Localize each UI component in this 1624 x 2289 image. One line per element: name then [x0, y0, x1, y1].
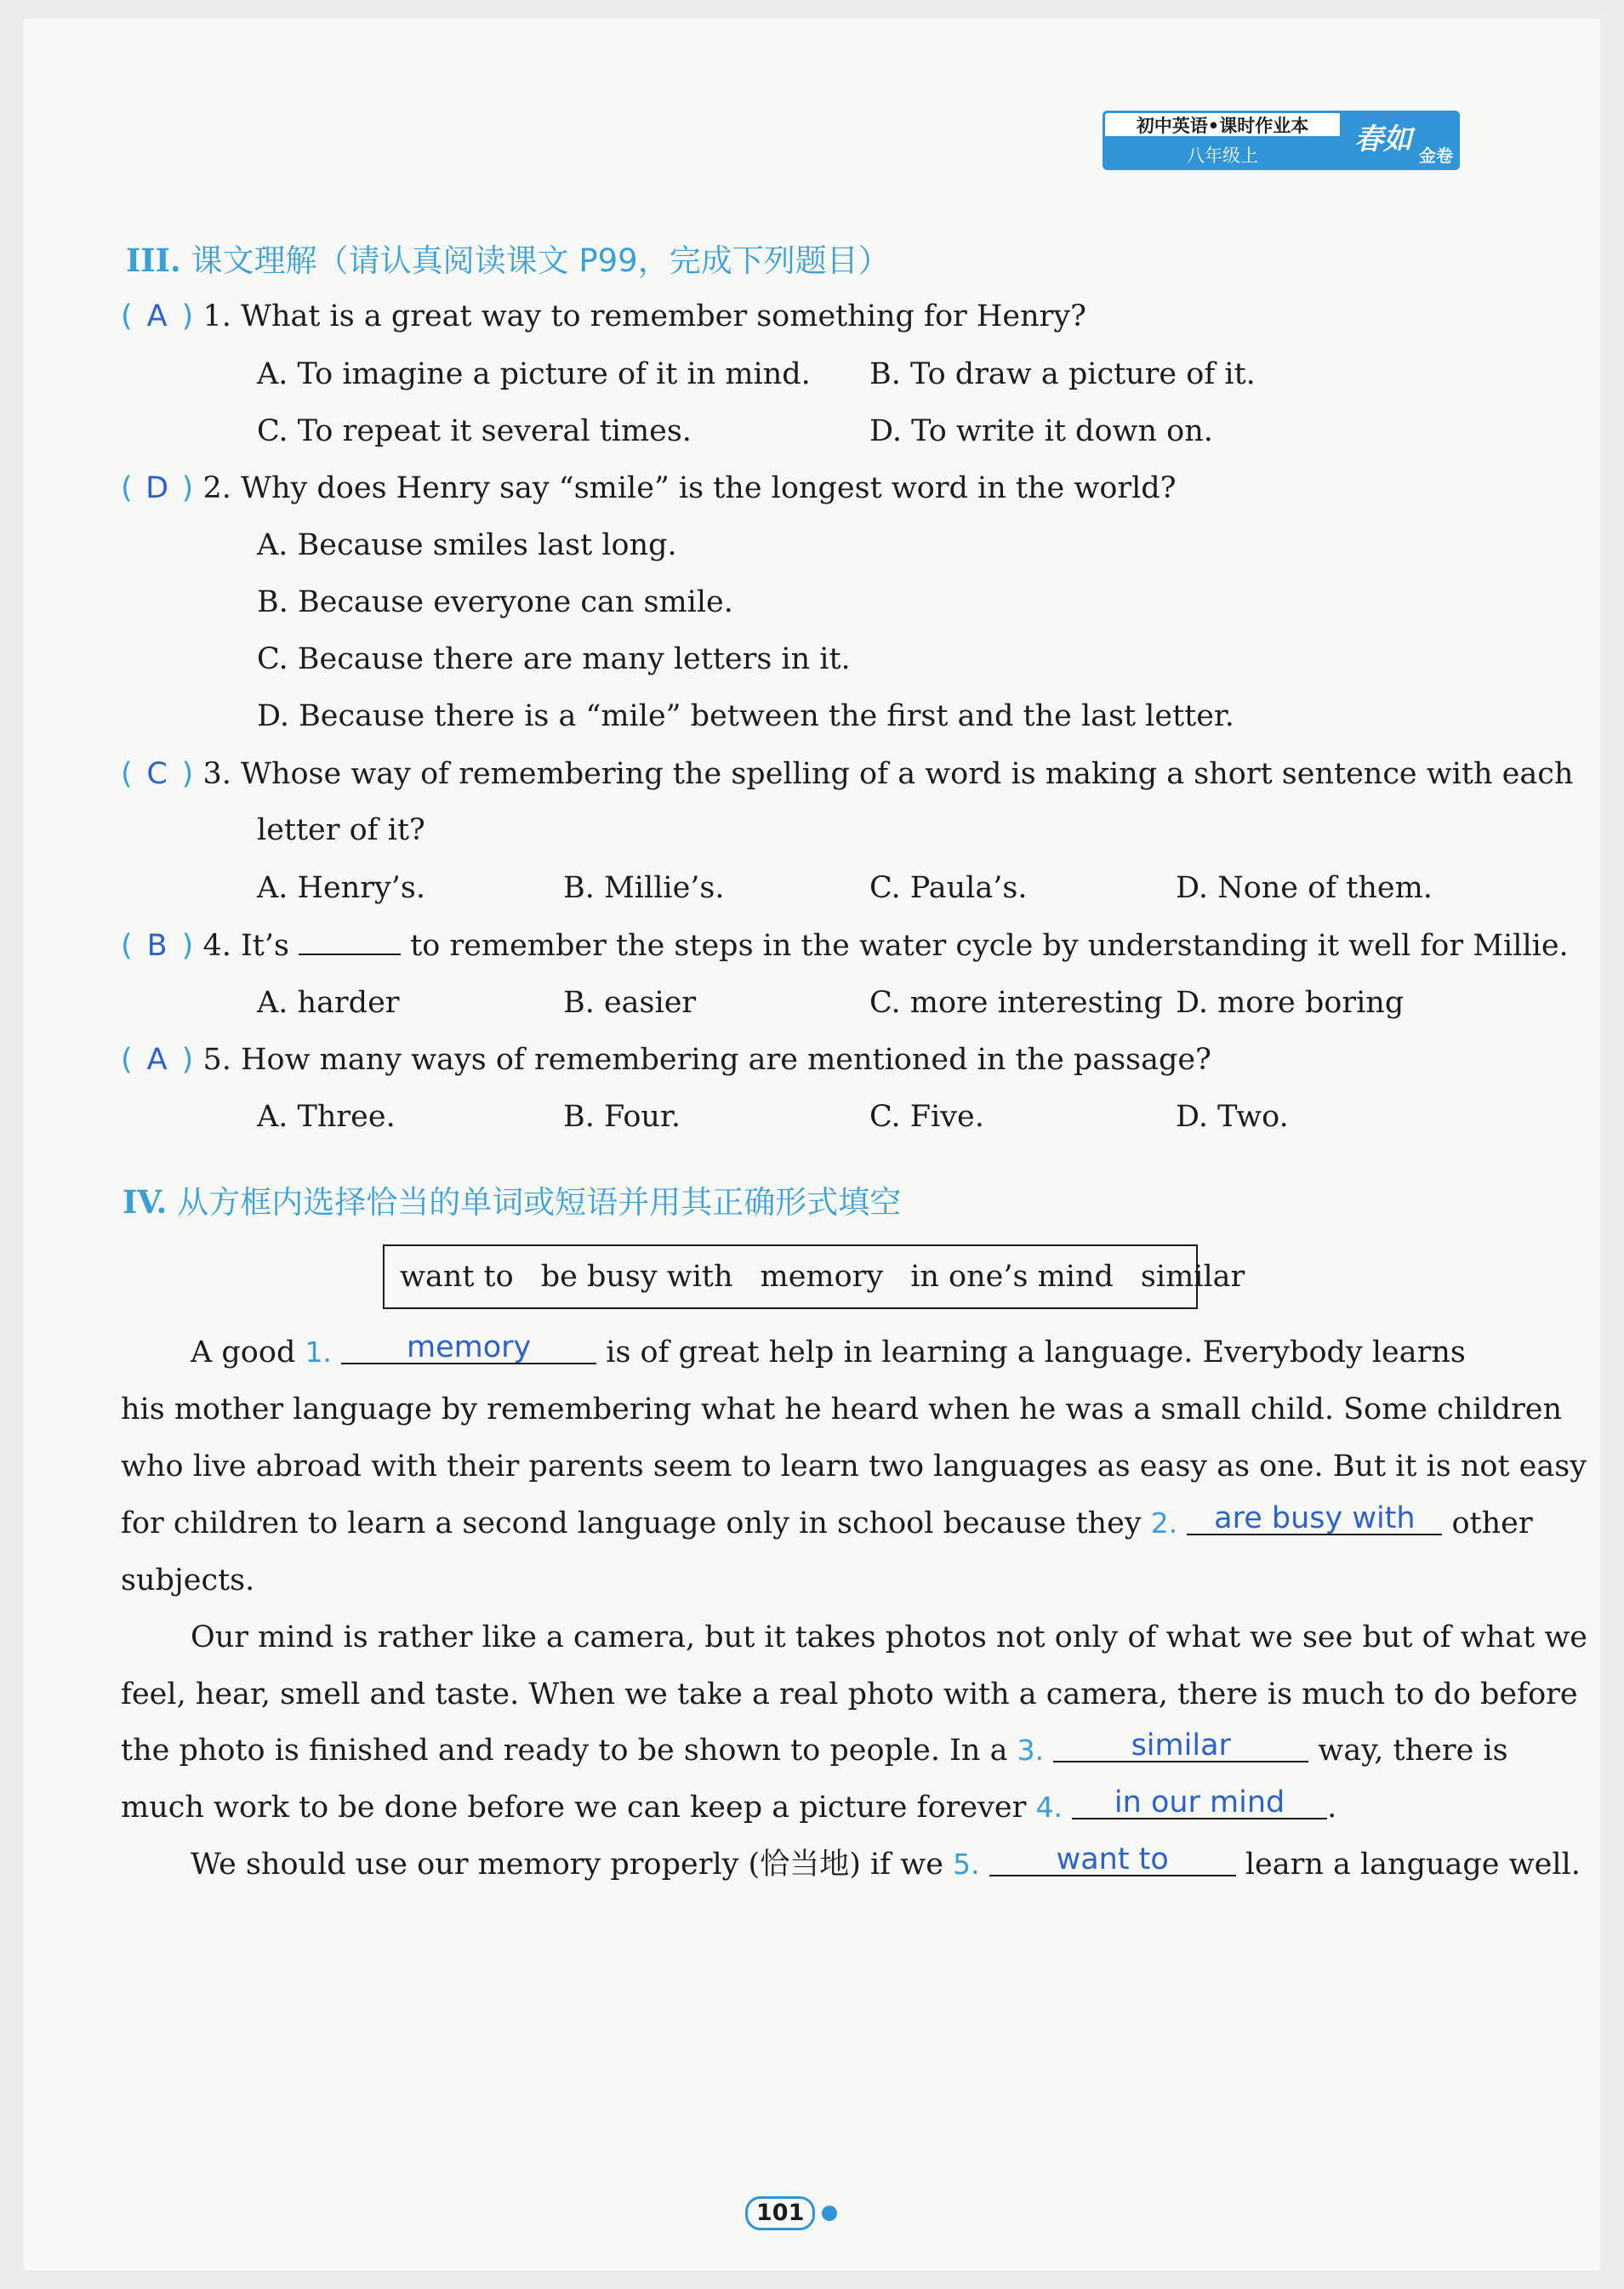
option: A. Henry’s. [257, 871, 426, 905]
badge-left [1103, 111, 1342, 170]
answer-1: A [146, 299, 168, 333]
option: C. Five. [869, 1100, 984, 1134]
blank-number-2: 2. [1150, 1506, 1178, 1540]
paren-open: ( [121, 1043, 133, 1077]
option: A. To imagine a picture of it in mind. [257, 357, 811, 391]
word-bank-item: memory [760, 1260, 884, 1294]
passage-line [191, 1330, 1466, 1371]
question-4 [121, 927, 1569, 965]
filled-blank-1: memory [341, 1332, 596, 1364]
page-number-text: 101 [745, 2196, 815, 2230]
brand-mark: 春如 [1354, 122, 1412, 157]
grade-label: 八年级上 [1103, 139, 1342, 170]
filled-blank-4: in our mind [1072, 1787, 1327, 1819]
text-run: other [1442, 1506, 1533, 1540]
blank-number-4: 4. [1035, 1791, 1063, 1824]
section-4-title [123, 1176, 901, 1222]
question-3 [121, 755, 1573, 793]
option: A. Three. [257, 1100, 396, 1134]
question-1 [121, 298, 1086, 335]
passage-line: feel, hear, smell and taste. When we take a real photo with a camera, there is much to do before [121, 1677, 1578, 1711]
blank-number-3: 3. [1017, 1734, 1045, 1767]
paren-open: ( [121, 757, 133, 791]
text-run: A good [191, 1335, 305, 1369]
question-4-stem-b: to remember the steps in the water cycle by understanding it well for Millie. [401, 929, 1569, 963]
answer-2: D [145, 471, 169, 505]
paren-open: ( [121, 299, 133, 333]
blank-number-5: 5. [953, 1848, 980, 1881]
passage-line [121, 1728, 1508, 1769]
option: D. Two. [1176, 1100, 1289, 1134]
option: C. Because there are many letters in it. [257, 642, 851, 676]
option: B. Millie’s. [563, 871, 725, 905]
paren-close: ) [181, 757, 194, 791]
filled-blank-5: want to [989, 1844, 1236, 1876]
section-3-heading: 课文理解（请认真阅读课文 P99，完成下列题目） [180, 242, 890, 279]
question-5 [121, 1041, 1211, 1079]
word-bank-item: want to [400, 1260, 514, 1294]
word-bank-item: similar [1140, 1260, 1245, 1294]
paren-close: ) [181, 471, 194, 505]
option: C. Paula’s. [869, 871, 1028, 905]
option: B. Four. [563, 1100, 681, 1134]
paren-open: ( [121, 471, 133, 505]
passage-line: who live abroad with their parents seem to learn two languages as easy as one. But it is not easy [121, 1449, 1587, 1483]
answer-3: C [146, 757, 168, 791]
section-3-title [126, 235, 890, 281]
section-4-heading: 从方框内选择恰当的单词或短语并用其正确形式填空 [167, 1184, 902, 1221]
option: D. Because there is a “mile” between the first and the last letter. [257, 699, 1234, 733]
page-number-dot-icon [822, 2206, 837, 2221]
brand-label: 金卷 [1419, 145, 1453, 166]
brand-logo [1342, 111, 1460, 170]
option: B. Because everyone can smile. [257, 585, 733, 619]
passage-line: Our mind is rather like a camera, but it takes photos not only of what we see but of what we [191, 1620, 1587, 1654]
question-3-stem: 3. Whose way of remembering the spelling of a word is making a short sentence with each [202, 757, 1574, 791]
option: A. harder [257, 986, 400, 1020]
paren-open: ( [121, 929, 133, 963]
paren-close: ) [181, 299, 194, 333]
option: D. more boring [1176, 986, 1405, 1020]
answer-4: B [146, 929, 168, 963]
series-badge [1103, 111, 1460, 170]
option: D. None of them. [1176, 871, 1433, 905]
blank-number-1: 1. [305, 1335, 332, 1369]
filled-blank-3: similar [1053, 1730, 1308, 1762]
passage-line [121, 1501, 1533, 1542]
section-4-numeral: IV. [123, 1183, 168, 1221]
option: B. To draw a picture of it. [869, 357, 1256, 391]
option: C. more interesting [869, 986, 1163, 1020]
text-run: for children to learn a second language only in school because they [121, 1506, 1151, 1540]
option: A. Because smiles last long. [257, 528, 677, 562]
question-4-blank [299, 928, 401, 955]
passage-line: his mother language by remembering what he heard when he was a small child. Some children [121, 1392, 1563, 1426]
text-run: way, there is [1308, 1734, 1508, 1768]
option: B. easier [563, 986, 697, 1020]
answer-5: A [146, 1043, 168, 1077]
passage-line [191, 1842, 1581, 1883]
text-run: . [1327, 1791, 1337, 1825]
text-run: the photo is finished and ready to be shown to people. In a [121, 1734, 1017, 1768]
question-2 [121, 470, 1176, 507]
paren-close: ) [181, 929, 194, 963]
question-2-stem: 2. Why does Henry say “smile” is the longest word in the world? [202, 471, 1177, 505]
text-run: learn a language well. [1235, 1848, 1581, 1882]
text-run: much work to be done before we can keep a picture forever [121, 1791, 1036, 1825]
page-number [745, 2196, 837, 2230]
option: D. To write it down on. [869, 414, 1213, 448]
question-3-stem-cont: letter of it? [257, 813, 425, 847]
question-1-stem: 1. What is a great way to remember something for Henry? [202, 299, 1086, 333]
filled-blank-2: are busy with [1187, 1503, 1442, 1535]
word-bank-item: in one’s mind [910, 1260, 1114, 1294]
word-bank-item: be busy with [540, 1260, 733, 1294]
passage-line [121, 1785, 1337, 1826]
passage-line: subjects. [121, 1563, 255, 1597]
section-3-numeral: III. [126, 242, 181, 279]
question-4-stem-a: 4. It’s [202, 929, 299, 963]
option: C. To repeat it several times. [257, 414, 692, 448]
text-run: We should use our memory properly (恰当地) if we [191, 1848, 954, 1882]
word-bank [383, 1244, 1245, 1309]
text-run: is of great help in learning a language. Everybody learns [596, 1335, 1466, 1369]
question-5-stem: 5. How many ways of remembering are mentioned in the passage? [202, 1043, 1211, 1077]
series-title: 初中英语•课时作业本 [1103, 111, 1342, 139]
paren-close: ) [181, 1043, 194, 1077]
